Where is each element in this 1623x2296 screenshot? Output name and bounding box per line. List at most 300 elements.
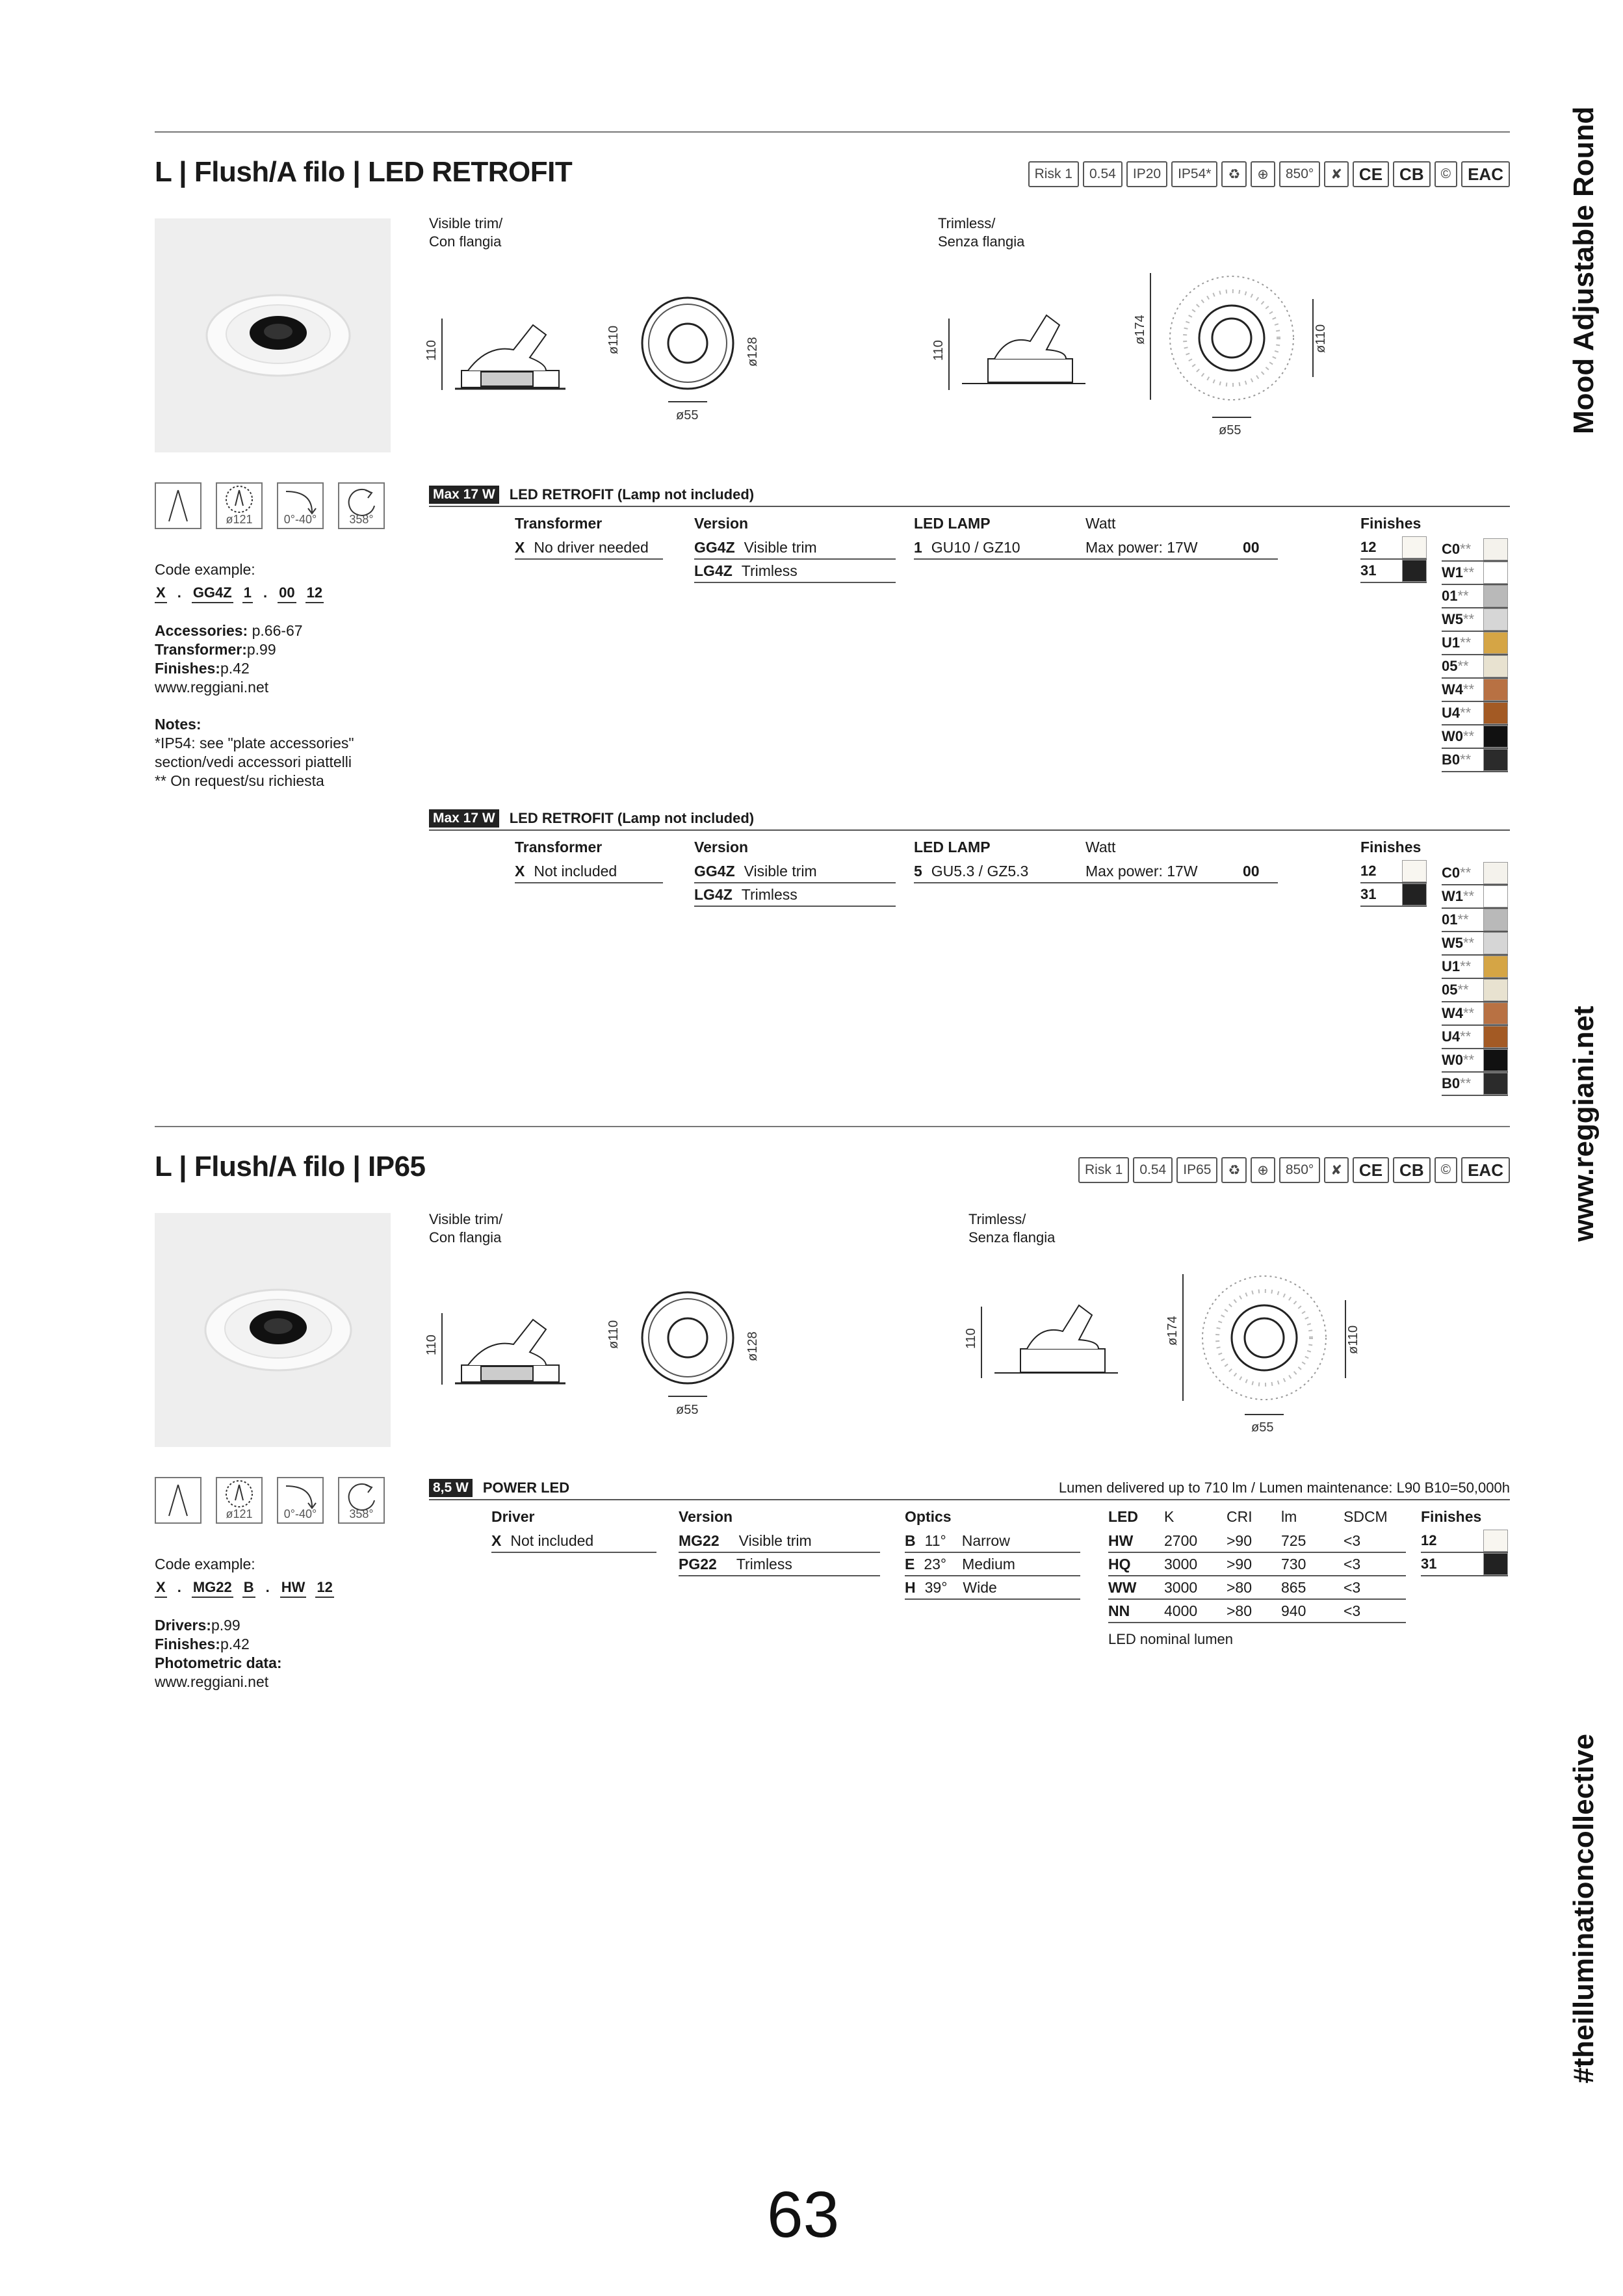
led-header: LED: [1108, 1508, 1138, 1525]
no-insulation-icon: ✘: [1324, 1157, 1349, 1183]
cert-ip65: IP65: [1176, 1157, 1217, 1183]
svg-text:110: 110: [964, 1328, 978, 1349]
finish-swatch: [1483, 909, 1508, 931]
watt-label: Max power: 17W: [1085, 862, 1198, 880]
version-code: PG22: [679, 1555, 717, 1572]
transformer-label: Not included: [534, 862, 617, 880]
finish-swatch-code: B0**: [1442, 1075, 1472, 1091]
led-sdcm: <3: [1344, 1578, 1361, 1596]
led-k: 4000: [1164, 1602, 1198, 1619]
beam-diameter-icon: [216, 482, 263, 529]
led-sdcm: <3: [1344, 1602, 1361, 1619]
table2-lamp-col: [914, 839, 1278, 883]
class-icon: ⊕: [1251, 1157, 1275, 1183]
table1-lamp-col: [914, 515, 1278, 560]
section1-cert-bar: [1028, 161, 1510, 187]
tilt-value: 0°-40°: [283, 1507, 317, 1520]
website-link[interactable]: www.reggiani.net: [155, 1673, 269, 1690]
finish-swatch: [1483, 979, 1508, 1001]
driver-label: Not included: [510, 1532, 594, 1549]
optic-label: Narrow: [961, 1532, 1010, 1549]
finish-swatch-code: W0**: [1442, 728, 1475, 744]
optic-code: E: [905, 1555, 915, 1572]
cert-cb: CB: [1393, 1157, 1431, 1183]
led-code: WW: [1108, 1578, 1137, 1596]
watt-code: 00: [1243, 538, 1260, 556]
finish-swatch-row: [1442, 632, 1508, 655]
svg-text:ø174: ø174: [1165, 1316, 1180, 1346]
svg-text:ø110: ø110: [1346, 1325, 1360, 1354]
finish-swatch-code: W1**: [1442, 564, 1475, 581]
driver-code: X: [491, 1532, 502, 1549]
led-cri: >80: [1227, 1602, 1253, 1619]
lamp-code: 5: [914, 862, 922, 880]
finish-swatch-row: [1442, 538, 1508, 562]
table1-finish-col: [1360, 515, 1427, 583]
finishes-header: Finishes: [1421, 1508, 1482, 1525]
watt-code: 00: [1243, 862, 1260, 880]
table-row: [694, 883, 896, 907]
finish-swatch-code: W5**: [1442, 611, 1475, 627]
version-header: Version: [679, 1508, 733, 1525]
finish-row: 31: [1360, 560, 1427, 583]
table2-swatch-list: [1442, 862, 1508, 1096]
finish-swatch-row: [1442, 1026, 1508, 1049]
section1-title: L | Flush/A filo | LED RETROFIT: [155, 156, 573, 188]
table-row: [1108, 1553, 1406, 1576]
website-link[interactable]: www.reggiani.net: [155, 679, 269, 696]
finish-swatch: [1483, 749, 1508, 771]
visible-trim-label: Visible trim/ Con flangia: [429, 215, 503, 250]
code-example: [155, 583, 354, 603]
section1-info: [155, 560, 354, 790]
svg-text:110: 110: [424, 340, 439, 361]
cert-eac: EAC: [1461, 1157, 1510, 1183]
table2-heading: [429, 807, 1510, 831]
visible-trim-drawing: [416, 273, 780, 429]
finish-swatch-code: W5**: [1442, 935, 1475, 951]
table-row: [1108, 1600, 1406, 1623]
svg-text:ø128: ø128: [746, 1331, 760, 1361]
finish-swatch: [1483, 725, 1508, 748]
power-tag: 8,5 W: [429, 1479, 473, 1497]
finish-swatch-row: [1442, 702, 1508, 725]
finish-swatch: [1483, 1002, 1508, 1024]
version-header: Version: [694, 515, 749, 532]
code-part: 12: [315, 1578, 333, 1598]
table-row: [905, 1576, 1080, 1600]
table3-driver-col: [491, 1508, 656, 1553]
beam-icon: [155, 1477, 201, 1524]
cert-ce: CE: [1353, 161, 1389, 187]
finish-swatch-code: 01**: [1442, 588, 1469, 604]
tilt-icon: [277, 1477, 324, 1524]
table-row: [914, 536, 1278, 560]
table3-led-col: [1108, 1508, 1406, 1648]
finish-swatch-row: [1442, 655, 1508, 679]
finish-swatch: [1483, 538, 1508, 560]
finish-swatch-row: [1442, 932, 1508, 956]
led-k: 2700: [1164, 1532, 1198, 1549]
transformer-code: X: [515, 538, 525, 556]
lamp-code: 1: [914, 538, 922, 556]
accessories-value: p.66-67: [252, 622, 303, 639]
finish-swatch: [1483, 632, 1508, 654]
transformer-header: Transformer: [515, 515, 603, 532]
downlight-photo-graphic: [155, 1213, 391, 1447]
led-header-row: [1108, 1508, 1406, 1526]
cert-glow-wire: 850°: [1279, 1157, 1320, 1183]
table3-finish-col: [1421, 1508, 1508, 1576]
table-row: [905, 1553, 1080, 1576]
table3-title: POWER LED: [482, 1480, 570, 1496]
led-cri: >90: [1227, 1532, 1253, 1549]
recycle-icon: ♻: [1221, 161, 1247, 187]
photometric-label: Photometric data:: [155, 1654, 282, 1671]
svg-text:ø110: ø110: [606, 1320, 621, 1349]
finish-swatch-row: [1442, 1049, 1508, 1073]
beam-diameter-value: ø121: [226, 513, 253, 526]
side-label-website: www.reggiani.net: [1568, 1006, 1600, 1242]
cert-ce: CE: [1353, 1157, 1389, 1183]
driver-header: Driver: [491, 1508, 535, 1525]
led-lm: 865: [1281, 1578, 1306, 1596]
cert-weight: 0.54: [1083, 161, 1123, 187]
finish-swatch-code: U4**: [1442, 705, 1472, 721]
code-example-label: Code example:: [155, 561, 255, 578]
table-row: [491, 1530, 656, 1553]
cert-ip20: IP20: [1126, 161, 1167, 187]
watt-header: Watt: [1085, 515, 1116, 532]
optic-label: Medium: [962, 1555, 1015, 1572]
cri-header: CRI: [1227, 1508, 1253, 1525]
beam-icon: [155, 482, 201, 529]
transformer-header: Transformer: [515, 839, 603, 855]
code-sep: .: [265, 1579, 270, 1595]
lamp-header: LED LAMP Watt: [914, 515, 1116, 532]
visible-trim-drawing: [416, 1268, 780, 1424]
section2-info: [155, 1555, 334, 1691]
led-k: 3000: [1164, 1555, 1198, 1572]
lamp-label: GU10 / GZ10: [931, 538, 1020, 556]
code-part: HW: [280, 1578, 307, 1598]
finish-swatch-code: 05**: [1442, 658, 1469, 674]
finish-swatch-code: W4**: [1442, 681, 1475, 698]
code-example-label: Code example:: [155, 1556, 255, 1572]
version-code: GG4Z: [694, 862, 735, 880]
led-sdcm: <3: [1344, 1555, 1361, 1572]
code-part: B: [242, 1578, 255, 1598]
svg-text:ø174: ø174: [1133, 315, 1147, 345]
finish-row: 12: [1421, 1530, 1508, 1553]
led-code: HW: [1108, 1532, 1134, 1549]
finish-swatch-row: [1442, 679, 1508, 702]
code-part: 12: [305, 583, 324, 603]
finishes-label: Finishes:: [155, 1636, 220, 1652]
finish-row: 12: [1360, 536, 1427, 560]
k-header: K: [1164, 1508, 1175, 1525]
table-row: [515, 860, 663, 883]
finish-swatch: [1402, 883, 1427, 906]
finishes-value: p.42: [220, 1636, 250, 1652]
finishes-header: Finishes: [1360, 839, 1422, 855]
transformer-value: p.99: [246, 641, 276, 658]
cert-cb: CB: [1393, 161, 1431, 187]
finish-swatch-code: W0**: [1442, 1052, 1475, 1068]
optic-code: B: [905, 1532, 916, 1549]
finish-swatch: [1483, 1026, 1508, 1048]
recycle-icon: ♻: [1221, 1157, 1247, 1183]
finishes-label: Finishes:: [155, 660, 220, 677]
optic-code: H: [905, 1578, 916, 1596]
finish-row: 12: [1360, 860, 1427, 883]
table1-transformer-col: [515, 515, 663, 560]
finish-swatch-row: [1442, 749, 1508, 772]
code-example: [155, 1578, 334, 1598]
led-cri: >90: [1227, 1555, 1253, 1572]
notes-text: *IP54: see "plate accessories" section/vedi accessori piattelli ** On request/su richiesta: [155, 735, 354, 789]
section2-feature-icons: [155, 1477, 385, 1524]
rotate-icon: [338, 1477, 385, 1524]
tilt-value: 0°-40°: [283, 513, 317, 526]
finishes-value: p.42: [220, 660, 250, 677]
finish-swatch-code: C0**: [1442, 865, 1472, 881]
code-part: MG22: [192, 1578, 233, 1598]
dim-d110-a: ø110: [606, 325, 621, 354]
finish-swatch: [1402, 560, 1427, 582]
finish-swatch-row: [1442, 1073, 1508, 1096]
finish-swatch: [1483, 932, 1508, 954]
optic-angle: 23°: [924, 1555, 947, 1572]
svg-text:ø55: ø55: [676, 408, 699, 423]
rotate-value: 358°: [349, 513, 374, 526]
led-code: HQ: [1108, 1555, 1131, 1572]
table-row: [694, 860, 896, 883]
table2-transformer-col: [515, 839, 663, 883]
finish-swatch-row: [1442, 956, 1508, 979]
svg-text:110: 110: [931, 340, 946, 361]
table2-finish-col: [1360, 839, 1427, 907]
code-sep: .: [263, 584, 268, 601]
finish-swatch-row: [1442, 862, 1508, 885]
finish-swatch: [1483, 679, 1508, 701]
finish-swatch-code: 05**: [1442, 982, 1469, 998]
table1-swatch-list: [1442, 538, 1508, 772]
finish-swatch-row: [1442, 1002, 1508, 1026]
beam-diameter-icon: [216, 1477, 263, 1524]
finish-swatch: [1483, 585, 1508, 607]
table-row: [905, 1530, 1080, 1553]
version-label: Trimless: [741, 885, 798, 903]
cert-risk: Risk 1: [1078, 1157, 1129, 1183]
watt-header: Watt: [1085, 839, 1116, 855]
finish-row: 31: [1360, 883, 1427, 907]
finish-swatch: [1483, 1049, 1508, 1071]
finish-swatch-row: [1442, 979, 1508, 1002]
finish-swatch-code: U4**: [1442, 1028, 1472, 1045]
led-code: NN: [1108, 1602, 1130, 1619]
led-note: LED nominal lumen: [1108, 1631, 1233, 1647]
version-label: Trimless: [741, 562, 798, 579]
accessories-label: Accessories:: [155, 622, 248, 639]
finish-swatch: [1483, 956, 1508, 978]
power-tag: Max 17 W: [429, 486, 499, 504]
cert-glow-wire: 850°: [1279, 161, 1320, 187]
code-sep: .: [177, 1579, 181, 1595]
optic-angle: 39°: [924, 1578, 948, 1596]
cert-c-icon: ©: [1435, 1157, 1457, 1183]
cert-weight: 0.54: [1133, 1157, 1173, 1183]
trimless-label: Trimless/ Senza flangia: [938, 215, 1025, 250]
table-row: [1108, 1576, 1406, 1600]
side-label-hashtag: #theilluminationcollective: [1568, 1734, 1600, 2083]
table3-heading: [429, 1477, 1510, 1500]
visible-trim-label: Visible trim/ Con flangia: [429, 1211, 503, 1246]
finish-swatch: [1483, 562, 1508, 584]
finish-swatch-code: U1**: [1442, 634, 1472, 651]
version-code: LG4Z: [694, 562, 733, 579]
finish-swatch: [1483, 655, 1508, 677]
finish-swatch: [1402, 860, 1427, 882]
watt-label: Max power: 17W: [1085, 538, 1198, 556]
code-part: 1: [242, 583, 253, 603]
finish-swatch-row: [1442, 909, 1508, 932]
finish-swatch-row: [1442, 585, 1508, 608]
svg-text:110: 110: [424, 1335, 439, 1355]
beam-diameter-value: ø121: [226, 1507, 253, 1520]
transformer-label: Transformer:: [155, 641, 247, 658]
finish-swatch-row: [1442, 608, 1508, 632]
class-icon: ⊕: [1251, 161, 1275, 187]
svg-text:ø110: ø110: [1314, 324, 1328, 353]
table-row: [914, 860, 1278, 883]
cert-ip54: IP54*: [1171, 161, 1217, 187]
finish-swatch-code: W4**: [1442, 1005, 1475, 1021]
finish-swatch-code: 01**: [1442, 911, 1469, 928]
finish-swatch: [1483, 885, 1508, 907]
version-label: Visible trim: [738, 1532, 812, 1549]
power-tag: Max 17 W: [429, 809, 499, 828]
finish-swatch-code: W1**: [1442, 888, 1475, 904]
notes-label: Notes:: [155, 716, 201, 733]
table2-version-col: [694, 839, 896, 907]
tilt-icon: [277, 482, 324, 529]
led-sdcm: <3: [1344, 1532, 1361, 1549]
led-lm: 730: [1281, 1555, 1306, 1572]
led-k: 3000: [1164, 1578, 1198, 1596]
table-row: [694, 560, 896, 583]
code-part: X: [155, 583, 167, 603]
section1-top-rule: [155, 131, 1510, 133]
transformer-code: X: [515, 862, 525, 880]
cert-c-icon: ©: [1435, 161, 1457, 187]
optic-angle: 11°: [924, 1532, 946, 1549]
table2-title: LED RETROFIT (Lamp not included): [509, 810, 755, 826]
version-label: Visible trim: [744, 538, 817, 556]
version-label: Visible trim: [744, 862, 817, 880]
svg-text:ø55: ø55: [1251, 1420, 1274, 1435]
svg-text:ø55: ø55: [1219, 423, 1241, 437]
downlight-photo-graphic: [155, 218, 391, 452]
finish-swatch: [1483, 608, 1508, 631]
section2-title: L | Flush/A filo | IP65: [155, 1151, 426, 1182]
code-part: X: [155, 1578, 167, 1598]
code-part: GG4Z: [192, 583, 233, 603]
table3-optics-col: [905, 1508, 1080, 1600]
table-row: [679, 1553, 880, 1576]
version-header: Version: [694, 839, 749, 855]
optics-header: Optics: [905, 1508, 952, 1525]
lamp-header: LED LAMP Watt: [914, 839, 1116, 855]
rotate-value: 358°: [349, 1507, 374, 1520]
table3-version-col: [679, 1508, 880, 1576]
version-code: MG22: [679, 1532, 720, 1549]
finish-swatch-code: C0**: [1442, 541, 1472, 557]
table1-title: LED RETROFIT (Lamp not included): [509, 486, 755, 502]
finish-swatch-code: U1**: [1442, 958, 1472, 974]
lm-header: lm: [1281, 1508, 1297, 1525]
version-code: LG4Z: [694, 885, 733, 903]
finish-swatch: [1483, 702, 1508, 724]
finish-swatch: [1402, 536, 1427, 558]
product-photo: [155, 218, 391, 452]
cert-eac: EAC: [1461, 161, 1510, 187]
section2-top-rule: [155, 1126, 1510, 1127]
svg-text:ø128: ø128: [746, 337, 760, 367]
code-part: 00: [278, 583, 296, 603]
finish-swatch-row: [1442, 725, 1508, 749]
finish-swatch: [1483, 862, 1508, 884]
section2-cert-bar: [1078, 1157, 1510, 1183]
product-photo: [155, 1213, 391, 1447]
led-cri: >80: [1227, 1578, 1253, 1596]
cert-risk: Risk 1: [1028, 161, 1079, 187]
transformer-label: No driver needed: [534, 538, 649, 556]
svg-text:ø55: ø55: [676, 1403, 699, 1417]
trimless-label: Trimless/ Senza flangia: [968, 1211, 1056, 1246]
table-row: [1108, 1530, 1406, 1553]
no-insulation-icon: ✘: [1324, 161, 1349, 187]
page-number: 63: [767, 2178, 840, 2251]
section1-feature-icons: [155, 482, 385, 529]
finish-swatch: [1483, 1530, 1508, 1552]
code-sep: .: [177, 584, 181, 601]
table1-version-col: [694, 515, 896, 583]
led-lm: 725: [1281, 1532, 1306, 1549]
drivers-value: p.99: [211, 1617, 240, 1634]
finish-swatch-row: [1442, 562, 1508, 585]
table-row: [679, 1530, 880, 1553]
finish-row: 31: [1421, 1553, 1508, 1576]
finish-swatch: [1483, 1073, 1508, 1095]
table-row: [515, 536, 663, 560]
version-label: Trimless: [736, 1555, 792, 1572]
lumen-note: Lumen delivered up to 710 lm / Lumen maintenance: L90 B10=50,000h: [1058, 1480, 1510, 1496]
finish-swatch: [1483, 1553, 1508, 1575]
drivers-label: Drivers:: [155, 1617, 211, 1634]
version-code: GG4Z: [694, 538, 735, 556]
sdcm-header: SDCM: [1344, 1508, 1388, 1525]
optic-label: Wide: [963, 1578, 997, 1596]
led-lm: 940: [1281, 1602, 1306, 1619]
table-row: [694, 536, 896, 560]
finish-swatch-row: [1442, 885, 1508, 909]
trimless-drawing: [923, 260, 1339, 442]
finishes-header: Finishes: [1360, 515, 1422, 532]
trimless-drawing: [955, 1261, 1371, 1443]
side-label-product: Mood Adjustable Round: [1568, 106, 1600, 434]
lamp-label: GU5.3 / GZ5.3: [931, 862, 1029, 880]
